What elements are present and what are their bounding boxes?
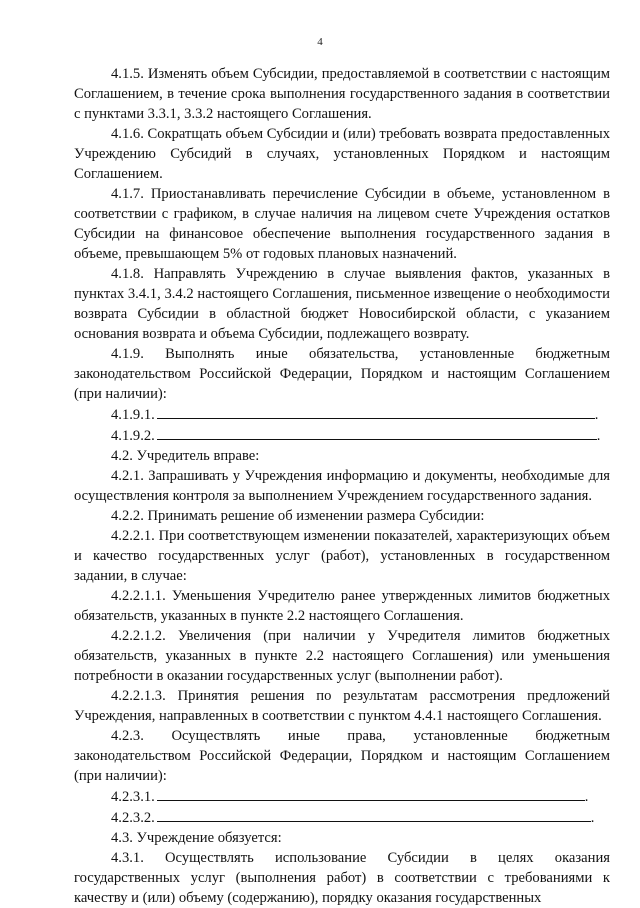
paragraph-4-2-2-1-1: 4.2.2.1.1. Уменьшения Учредителю ранее утвержденных лимитов бюджетных обязательств, указанных в пункте 2.2 настоящего Соглашения.	[74, 588, 610, 624]
paragraph-4-1-5: 4.1.5. Изменять объем Субсидии, предоставляемой в соответствии с настоящим Соглашением, в течение срока выполнения государственного задания в соответствии с пунктами 3.3.1, 3.3.2 настоящего Соглашения.	[74, 66, 610, 122]
blank-line-label: 4.1.9.1.	[111, 407, 155, 423]
paragraph-4-2-2-1: 4.2.2.1. При соответствующем изменении показателей, характеризующих объем и качество государственных услуг (работ), установленных в государственном задании, в случае:	[74, 528, 610, 584]
paragraph-4-1-7: 4.1.7. Приостанавливать перечисление Субсидии в объеме, установленном в соответствии с графиком, в случае наличия на лицевом счете Учреждения остатков Субсидии на финансовое обеспечение выполнения государственного задания в объеме, превышающем 5% от годовых плановых назначений.	[74, 186, 610, 262]
paragraph-4-1-6: 4.1.6. Сократщать объем Субсидии и (или) требовать возврата предоставленных Учреждению Субсидий в случаях, установленных Порядком и настоящим Соглашением.	[74, 126, 610, 182]
paragraph-4-3-1: 4.3.1. Осуществлять использование Субсидии в целях оказания государственных услуг (выполнения работ) в соответствии с требованиями к качеству и (или) объему (содержанию), порядку оказания государственных	[74, 850, 610, 906]
paragraph-4-2: 4.2. Учредитель вправе:	[111, 448, 260, 464]
fill-in-underline	[157, 425, 597, 440]
blank-line-label: 4.2.3.2.	[111, 810, 155, 826]
paragraph-4-2-2: 4.2.2. Принимать решение об изменении размера Субсидии:	[111, 508, 485, 524]
fill-in-underline	[157, 404, 595, 419]
paragraph-4-2-3: 4.2.3. Осуществлять иные права, установленные бюджетным законодательством Российской Федерации, Порядком и настоящим Соглашением (при наличии):	[74, 728, 610, 784]
paragraph-4-2-2-1-2: 4.2.2.1.2. Увеличения (при наличии у Учредителя лимитов бюджетных обязательств, указанных в пункте 2.2 настоящего Соглашения) или уменьшения потребности в оказании государственных услуг (выполнении работ).	[74, 628, 610, 684]
blank-line-label: 4.2.3.1.	[111, 789, 155, 805]
blank-line-label: 4.1.9.2.	[111, 428, 155, 444]
blank-line-4-1-9-2: 4.1.9.2. .	[74, 425, 610, 446]
blank-line-4-2-3-1: 4.2.3.1. .	[74, 786, 610, 807]
blank-line-4-1-9-1: 4.1.9.1. .	[74, 404, 610, 425]
paragraph-4-2-2-1-3: 4.2.2.1.3. Принятия решения по результатам рассмотрения предложений Учреждения, направленных в соответствии с пунктом 4.4.1 настоящего Соглашения.	[74, 688, 610, 724]
paragraph-4-1-8: 4.1.8. Направлять Учреждению в случае выявления фактов, указанных в пунктах 3.4.1, 3.4.2 настоящего Соглашения, письменное извещение о необходимости возврата Субсидии в областной бюджет Новосибирской области, с указанием основания возврата и объема Субсидии, подлежащего возврату.	[74, 266, 610, 342]
page-number: 4	[317, 36, 323, 48]
paragraph-4-1-9: 4.1.9. Выполнять иные обязательства, установленные бюджетным законодательством Российской Федерации, Порядком и настоящим Соглашением (при наличии):	[74, 346, 610, 402]
document-body	[74, 64, 610, 908]
paragraph-4-3: 4.3. Учреждение обязуется:	[111, 830, 282, 846]
fill-in-underline	[157, 786, 585, 801]
fill-in-underline	[157, 807, 591, 822]
paragraph-4-2-1: 4.2.1. Запрашивать у Учреждения информацию и документы, необходимые для осуществления контроля за выполнением Учреждением государственного задания.	[74, 468, 610, 504]
blank-line-4-2-3-2: 4.2.3.2. .	[74, 807, 610, 828]
